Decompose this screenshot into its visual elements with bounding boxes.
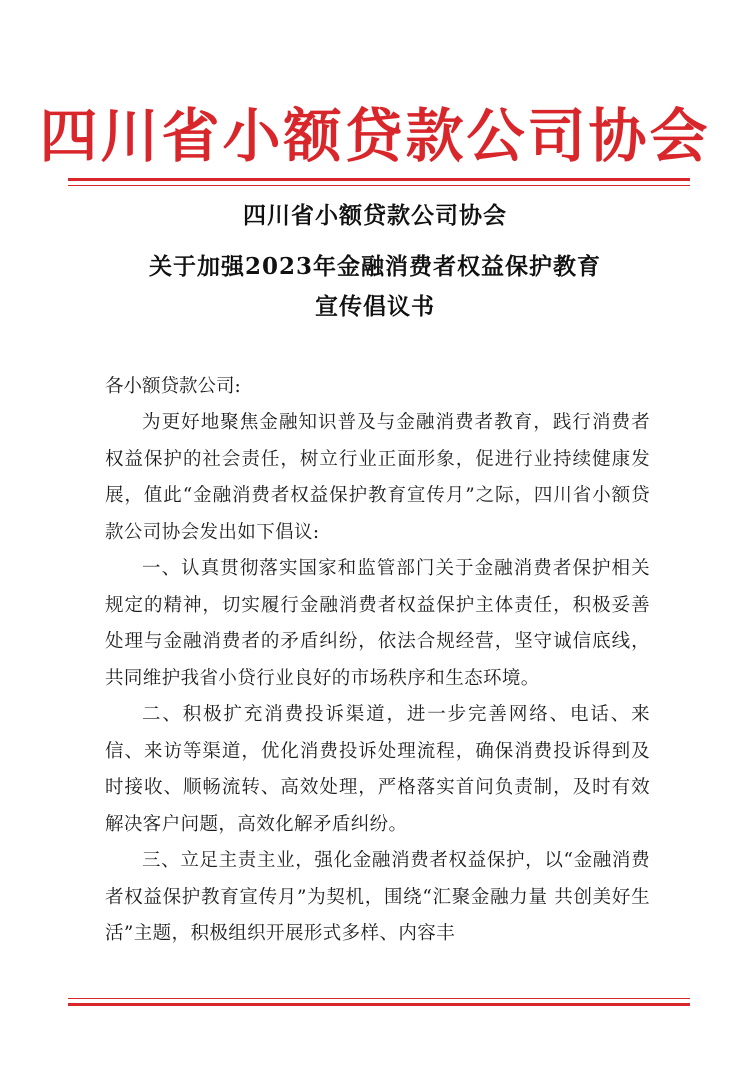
letter-body [105,405,650,953]
doc-title-line-1: 四川省小额贷款公司协会 [243,202,507,229]
footer-rule-thin [68,998,690,999]
masthead-org-name: 四川省小额贷款公司协会 [39,102,711,170]
masthead-rule-thick [68,178,690,181]
doc-title-line-2: 关于加强2023年金融消费者权益保护教育 [148,253,601,280]
footer-rule-thick [68,1003,690,1006]
paragraph-item-1: 一、认真贯彻落实国家和监管部门关于金融消费者保护相关规定的精神，切实履行金融消费者权益保护主体责任，积极妥善处理与金融消费者的矛盾纠纷，依法合规经营，坚守诚信底线，共同维护我省小贷行业良好的市场秩序和生态环境。 [105,558,650,689]
paragraph-item-3: 三、立足主责主业，强化金融消费者权益保护，以“金融消费者权益保护教育宣传月”为契机，围绕“汇聚金融力量 共创美好生活”主题，积极组织开展形式多样、内容丰 [105,850,650,944]
doc-title-line-3: 宣传倡议书 [315,293,435,320]
paragraph-intro: 为更好地聚焦金融知识普及与金融消费者教育，践行消费者权益保护的社会责任，树立行业正面形象，促进行业持续健康发展，值此“金融消费者权益保护教育宣传月”之际，四川省小额贷款公司协会发出如下倡议: [105,412,650,543]
paragraph-item-2: 二、积极扩充消费投诉渠道，进一步完善网络、电话、来信、来访等渠道，优化消费投诉处理流程，确保消费投诉得到及时接收、顺畅流转、高效处理，严格落实首问负责制，及时有效解决客户问题，高效化解矛盾纠纷。 [105,704,650,835]
salutation: 各小额贷款公司: [105,376,241,397]
masthead-rule-thin [68,185,690,186]
